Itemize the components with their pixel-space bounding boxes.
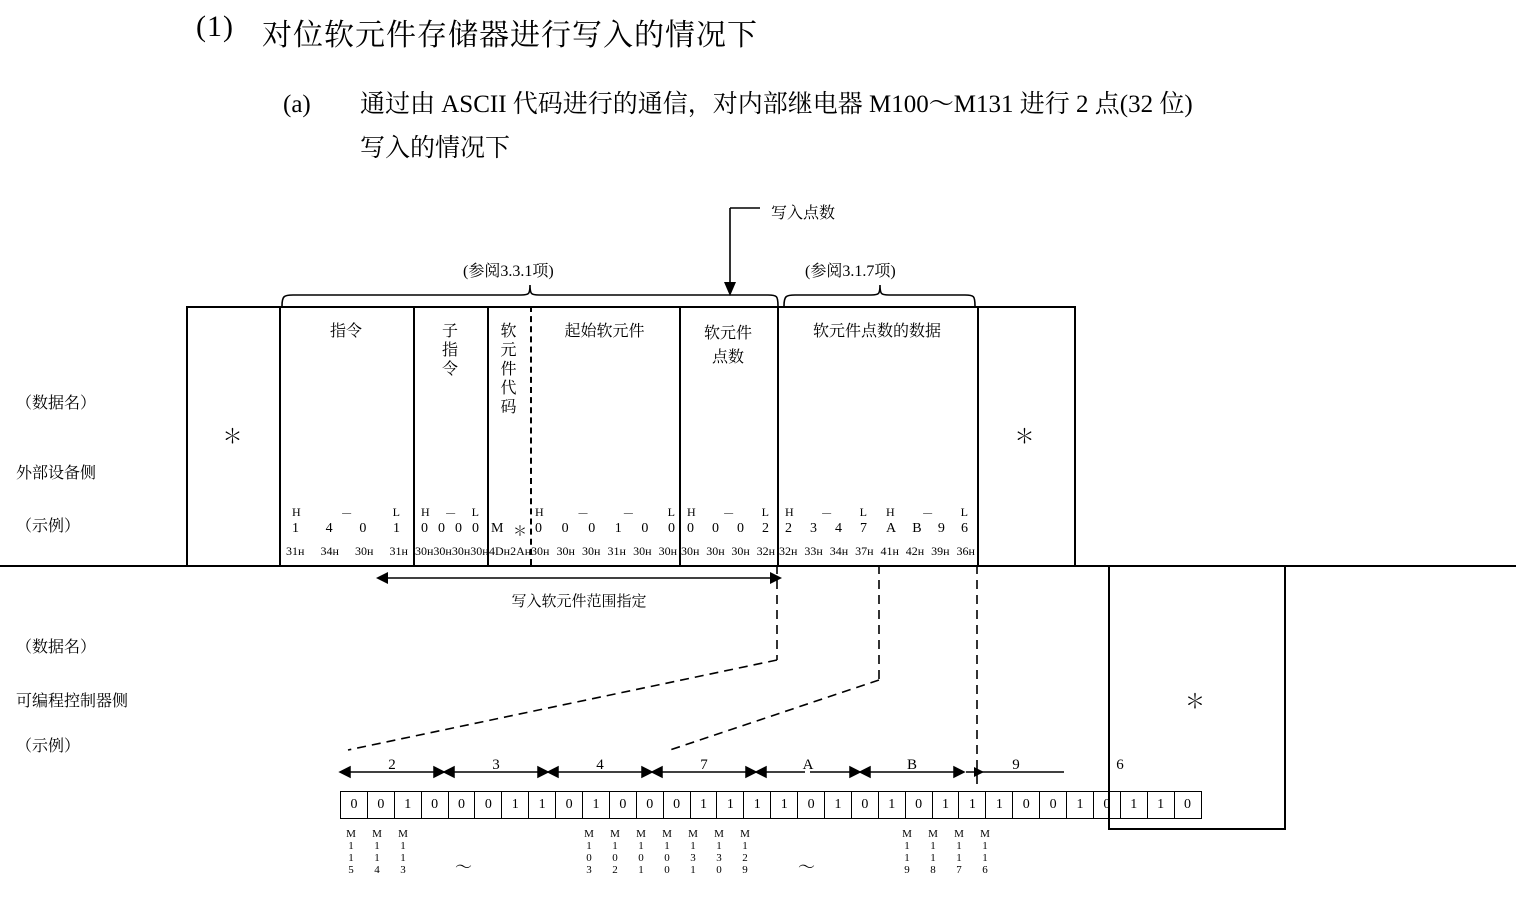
bit-cell: 1 — [691, 792, 718, 818]
hl-h: H — [292, 505, 301, 519]
bit-cell: 0 — [1184, 797, 1192, 812]
nibble-label-row — [340, 757, 1172, 774]
bit-cell: 1 — [502, 792, 529, 818]
col-header-device-code — [487, 322, 530, 417]
side-label-example-1: （示例） — [16, 518, 81, 535]
digits-head-device: 0 0 0 1 0 0 — [535, 521, 675, 536]
digits-device-points: 0 0 0 2 — [687, 521, 769, 536]
hl-subcommand: H － L — [421, 505, 479, 521]
bit-cell: 1 — [717, 792, 744, 818]
side-label-plc-side: 可编程控制器侧 — [16, 693, 129, 710]
bit-cell: 1 — [933, 792, 960, 818]
write-range-label: 写入软元件范围指定 — [511, 594, 647, 610]
m-label: M 1 1 9 — [902, 828, 912, 876]
bit-cell: 1 — [1148, 792, 1175, 818]
nibble-label-5: B — [906, 757, 917, 773]
side-label-data-name-1: （数据名） — [16, 395, 97, 412]
bit-cell: 0 — [1094, 792, 1121, 818]
digits-device-point-data-b: A B 9 6 — [886, 521, 968, 536]
star-left: ＊ — [222, 426, 243, 448]
m-label: M 1 0 2 — [610, 828, 620, 876]
plc-right-star: ＊ — [1185, 691, 1205, 713]
hex-device-code: 4Dн 2Aн — [489, 544, 532, 558]
hl-l: L — [392, 505, 400, 519]
item-text-line2: 写入的情况下 — [360, 135, 511, 162]
nibble-label-7: 6 — [1116, 757, 1124, 773]
device-code-char-1: 软 — [500, 323, 517, 340]
device-points-line2: 点数 — [711, 349, 744, 366]
page-title: 对位软元件存储器进行写入的情况下 — [262, 19, 758, 52]
nibble-label-6: 9 — [1012, 757, 1020, 773]
m-label: M 1 1 6 — [980, 828, 990, 876]
m-label: M 1 0 3 — [584, 828, 594, 876]
nibble-arrow-tail — [960, 763, 984, 786]
bit-cell: 1 — [1067, 792, 1094, 818]
bit-cell: 1 — [879, 792, 906, 818]
heading-number: (1) — [196, 10, 234, 43]
nibble-label-1: 3 — [492, 757, 500, 773]
hl-head-device: H － － L — [535, 505, 675, 521]
digits-subcommand: 0 0 0 0 — [421, 521, 479, 536]
m-label: M 1 1 5 — [346, 828, 356, 876]
hex-device-points: 30н 30н 30н 32н — [681, 544, 775, 558]
col-header-device-points — [679, 322, 777, 370]
device-code-char-2: 元 — [500, 342, 517, 359]
bit-cell: 0 — [422, 792, 449, 818]
hex-subcommand: 30н 30н 30н 30н — [415, 544, 489, 558]
hl-device-point-data-b: H － L — [886, 505, 968, 521]
col-header-command: 指令 — [329, 323, 362, 340]
item-label: (a) — [283, 91, 311, 118]
col-header-subcommand — [413, 322, 487, 379]
hl-device-points: H － L — [687, 505, 769, 521]
hex-device-point-data: 32н 33н 34н 37н 41н 42н 39н 36н — [779, 544, 975, 558]
side-label-example-2: （示例） — [16, 738, 81, 755]
m-label: M 1 1 3 — [398, 828, 408, 876]
bit-cell: 0 — [449, 792, 476, 818]
bit-cell: 0 — [906, 792, 933, 818]
bit-cell: 1 — [529, 792, 556, 818]
col-header-head-device: 起始软元件 — [564, 323, 645, 340]
bit-cell: 0 — [610, 792, 637, 818]
bit-cell: 0 — [852, 792, 879, 818]
device-code-char-4: 代 — [500, 380, 517, 397]
nibble-label-2: 4 — [596, 757, 604, 773]
ref-317-label: (参阅3.1.7项) — [805, 263, 896, 280]
m-label: M 1 0 1 — [636, 828, 646, 876]
m-labels-left — [344, 828, 422, 876]
digits-device-code: M ＊ — [491, 521, 527, 540]
nibble-label-3: 7 — [700, 757, 708, 773]
star-right: ＊ — [1014, 426, 1035, 448]
bit-cell: 1 — [825, 792, 852, 818]
tilde-left: ～ — [455, 858, 472, 877]
device-points-line1: 软元件 — [703, 325, 752, 342]
nibble-label-4: A — [802, 757, 814, 773]
hex-head-device: 30н 30н 30н 31н 30н 30н — [531, 544, 677, 558]
nibble-label-0: 2 — [388, 757, 396, 773]
bit-cell: 0 — [1013, 792, 1040, 818]
ref-331-label: (参阅3.3.1项) — [463, 263, 554, 280]
digits-device-point-data-a: 2 3 4 7 — [785, 521, 867, 536]
bit-cell: 0 — [798, 792, 825, 818]
frame-sep-1 — [279, 306, 281, 565]
bit-cell: 0 — [637, 792, 664, 818]
side-label-data-name-2: （数据名） — [16, 639, 97, 656]
bit-cell: 0 — [1040, 792, 1067, 818]
m-label: M 1 1 7 — [954, 828, 964, 876]
m-label: M 1 3 0 — [714, 828, 724, 876]
hl-dash: － — [340, 507, 353, 521]
hex-command: 31н 34н 30н 31н — [286, 544, 408, 558]
bit-cell: 1 — [395, 792, 422, 818]
m-label: M 1 3 1 — [688, 828, 698, 876]
bit-cell: 0 — [368, 792, 395, 818]
frame-sep-dashed — [530, 306, 532, 565]
device-code-char-5: 码 — [500, 399, 517, 416]
hl-device-point-data-a: H － L — [785, 505, 867, 521]
subcommand-char-2: 指 — [441, 342, 458, 359]
bit-cell: 1 — [986, 792, 1013, 818]
bit-cell: 0 — [341, 792, 368, 818]
m-label: M 1 2 9 — [740, 828, 750, 876]
digits-command: 1 4 0 1 — [292, 521, 400, 536]
bit-cell: 0 — [664, 792, 691, 818]
m-labels-right — [900, 828, 1004, 876]
bit-cell: 1 — [771, 792, 798, 818]
tilde-right: ～ — [798, 858, 815, 877]
col-header-device-point-data: 软元件点数的数据 — [812, 323, 941, 340]
bit-cell: 1 — [1121, 792, 1148, 818]
bit-cell: 0 — [475, 792, 502, 818]
item-text-line1: 通过由 ASCII 代码进行的通信，对内部继电器 M100～M131 进行 2 点(32 位) — [360, 91, 1193, 118]
subcommand-char-3: 令 — [441, 361, 458, 378]
bit-cell: 0 — [556, 792, 583, 818]
hl-command — [292, 505, 400, 522]
frame-sep-5 — [777, 306, 779, 565]
subcommand-char-1: 子 — [441, 323, 458, 340]
bit-cell: 1 — [583, 792, 610, 818]
side-label-external-device: 外部设备侧 — [16, 465, 97, 482]
write-points-label: 写入点数 — [771, 205, 836, 222]
m-label: M 1 1 8 — [928, 828, 938, 876]
bit-cell: 1 — [744, 792, 771, 818]
m-labels-mid — [582, 828, 764, 876]
bit-cell: 1 — [959, 792, 986, 818]
device-code-char-3: 件 — [500, 361, 517, 378]
m-label: M 1 1 4 — [372, 828, 382, 876]
bit-row — [340, 791, 1202, 819]
m-label: M 1 0 0 — [662, 828, 672, 876]
